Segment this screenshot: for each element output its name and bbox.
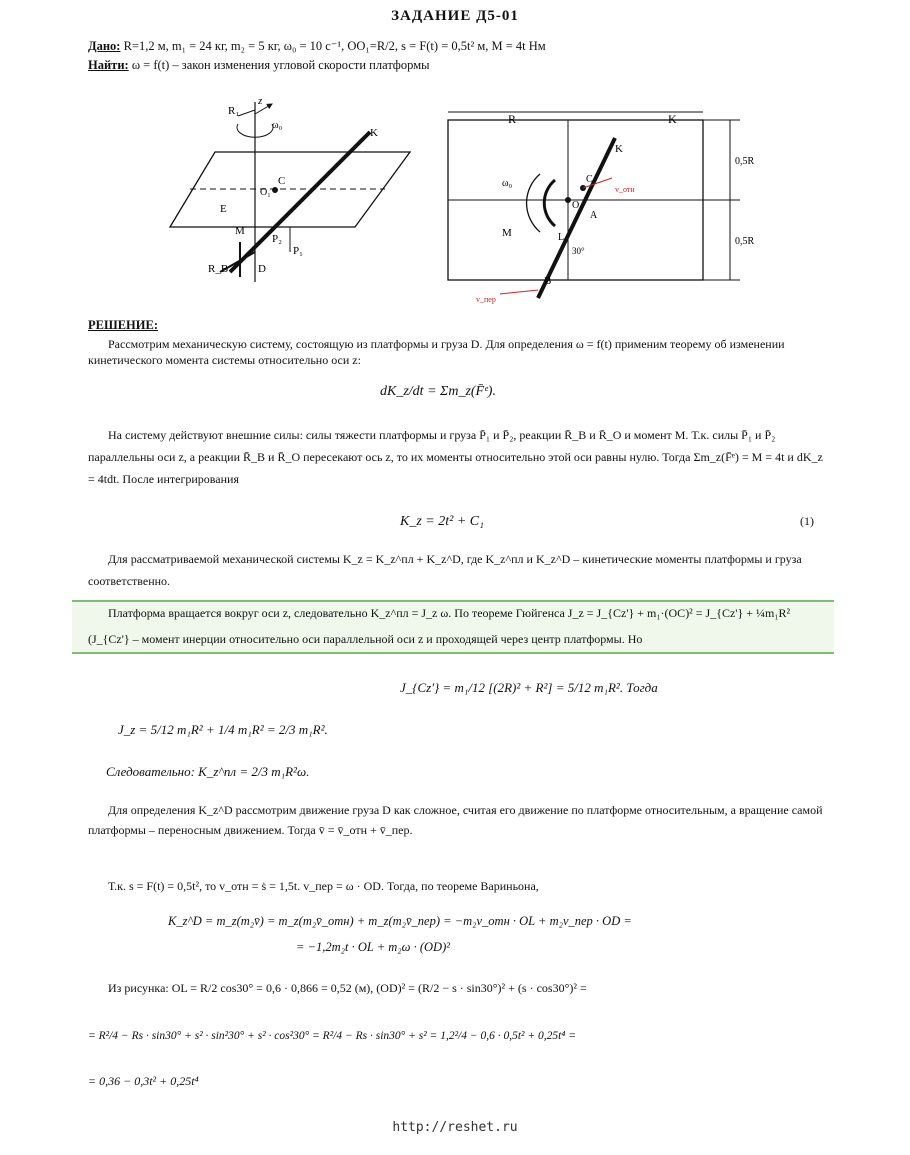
fig-right-b: B: [544, 275, 552, 287]
point-c: [272, 187, 278, 193]
paragraph-4: Платформа вращается вокруг оси z, следовательно K_z^пл = J_z ω. По теореме Гюйгенса J_z = J_{Cz'} + m₁·(OC)² = J_{Cz'} + ¼m₁R² (J_{Cz'} – момент инерции относительно оси параллельной оси z и проходящей через центр платформы. Но: [88, 606, 791, 646]
footer-url[interactable]: http://reshet.ru: [392, 1120, 518, 1135]
right-figure: [440, 108, 770, 308]
paragraph-6: Т.к. s = F(t) = 0,5t², то v_отн = ṡ = 1,5t. v_пер = ω · OD. Тогда, по теореме Вариньона,: [108, 879, 539, 893]
find-label: Найти:: [88, 58, 129, 72]
given-text: R=1,2 м, m₁ = 24 кг, m₂ = 5 кг, ω₀ = 10 с⁻¹, OO₁=R/2, s = F(t) = 0,5t² м, M = 4t Нм: [123, 39, 546, 53]
find-line: [88, 58, 430, 73]
paragraph-5: Для определения K_z^D рассмотрим движение груза D как сложное, считая его движение по платформе относительным, а вращение самой платформы – переносным движением. Тогда v̄ = v̄_отн + v̄_пер.: [88, 803, 823, 837]
paragraph-1: Рассмотрим механическую систему, состоящую из платформы и груза D. Для определения ω = f(t) применим теорему об изменении кинетического момента системы относительно оси z:: [88, 337, 785, 367]
equation-5: Следовательно: K_z^пл = 2/3 m₁R²ω.: [106, 764, 310, 779]
fig-right-k-line: K: [615, 143, 623, 155]
find-text: ω = f(t) – закон изменения угловой скорости платформы: [131, 58, 430, 72]
paragraph-3: Для рассматриваемой механической системы K_z = K_z^пл + K_z^D, где K_z^пл и K_z^D – кинетические моменты платформы и груза соответственно.: [88, 552, 802, 588]
left-figure: [160, 92, 430, 307]
equation-2-number: (1): [800, 514, 814, 528]
fig-right-l: L: [558, 232, 565, 243]
fig-right-c: C: [586, 174, 593, 185]
equation-3: J_{Cz'} = m₁/12 [(2R)² + R²] = 5/12 m₁R². Тогда: [400, 680, 658, 695]
fig-left-e: E: [220, 203, 227, 215]
fig-left-o1: O₁: [260, 187, 271, 198]
paragraph-2: На систему действуют внешние силы: силы тяжести платформы и груза P̄₁ и P̄₂, реакции R̄_B и R̄_O и момент M. Т.к. силы P̄₁ и P̄₂ параллельны оси z, а реакции R̄_B и R̄_O пересекают ось z, то их моменты относительно этой оси равны нулю. Тогда Σm_z(F̄ᵉ) = M = 4t и dK_z = 4tdt. После интегрирования: [88, 428, 823, 486]
equation-2: K_z = 2t² + C₁: [400, 514, 484, 529]
equation-4: J_z = 5/12 m₁R² + 1/4 m₁R² = 2/3 m₁R².: [118, 722, 328, 737]
fig-left-z: z: [258, 95, 263, 107]
solution-header: РЕШЕНИЕ:: [88, 318, 158, 332]
paragraph-7: Из рисунка: OL = R/2 cos30° = 0,6 · 0,866 = 0,52 (м), (OD)² = (R/2 − s · sin30°)² + (s · cos30°)² =: [108, 981, 587, 995]
fig-right-o: O: [572, 200, 580, 211]
fig-right-05r-top: 0,5R: [735, 156, 755, 167]
fig-left-k: K: [370, 127, 378, 139]
fig-right-v-top: v_отн: [615, 185, 635, 194]
page-title: ЗАДАНИЕ Д5-01: [391, 8, 519, 24]
fig-right-05r-bot: 0,5R: [735, 236, 755, 247]
fig-left-omega: ω₀: [272, 120, 283, 131]
equation-1: dK_z/dt = Σm_z(F̄ᵉ).: [380, 384, 496, 399]
given-line: [88, 38, 546, 54]
fig-left-m: M: [235, 225, 245, 237]
fig-left-d: D: [258, 263, 266, 275]
fig-left-rb: R_B: [208, 263, 229, 275]
equation-9: = 0,36 − 0,3t² + 0,25t⁴: [88, 1074, 199, 1088]
equation-6: K_z^D = m_z(m₂v̄) = m_z(m₂v̄_отн) + m_z(m₂v̄_пер) = −m₂v_отн · OL + m₂v_пер · OD =: [168, 914, 632, 928]
fig-left-c: C: [278, 175, 286, 187]
fig-right-v-bot: v_пер: [476, 295, 496, 304]
fig-right-30: 30°: [572, 246, 585, 256]
fig-right-m: M: [502, 227, 512, 239]
fig-right-k-top: K: [668, 112, 677, 126]
fig-left-r1: R₁: [228, 105, 240, 117]
given-label: Дано:: [88, 39, 121, 53]
fig-left-p1: P₁: [293, 245, 303, 257]
fig-right-r: R: [508, 112, 517, 126]
fig-right-a: A: [590, 210, 598, 221]
equation-8: = R²/4 − Rs · sin30° + s² · sin²30° + s² · cos²30° = R²/4 − Rs · sin30° + s² = 1,2²/4 − 0,6 · 0,5t² + 0,25t⁴ =: [88, 1030, 576, 1042]
fig-left-p2: P₂: [272, 233, 282, 245]
fig-right-omega: ω₀: [502, 178, 513, 189]
equation-7: = −1,2m₂t · OL + m₂ω · (OD)²: [296, 940, 450, 954]
